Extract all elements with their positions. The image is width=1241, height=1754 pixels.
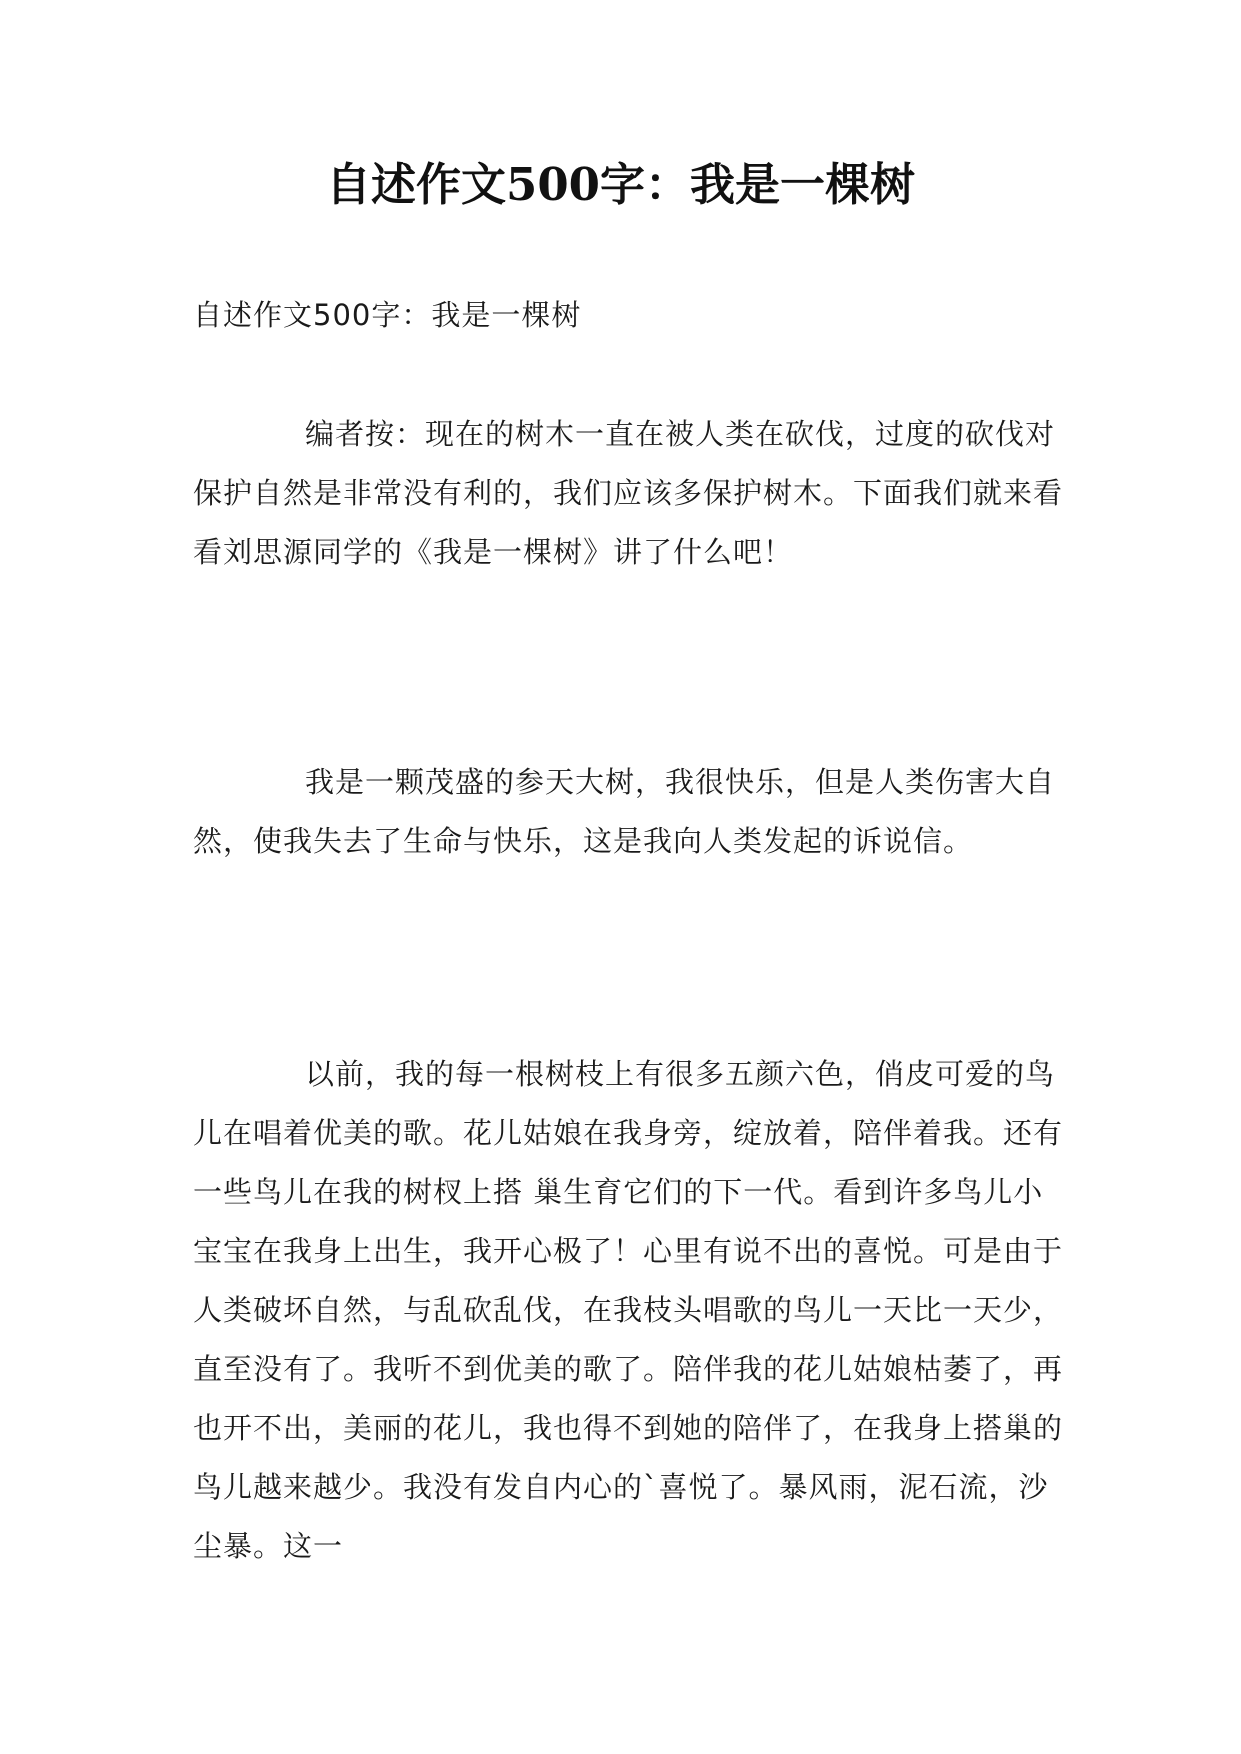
body-paragraph: 以前，我的每一根树枝上有很多五颜六色，俏皮可爱的鸟儿在唱着优美的歌。花儿姑娘在我身旁，绽放着，陪伴着我。还有一些鸟儿在我的树杈上搭 巢生育它们的下一代。看到许多鸟儿小宝宝在我身上出生，我开心极了！心里有说不出的喜悦。可是由于人类破坏自然，与乱砍乱伐，在我枝头唱歌的鸟儿一天比一天少，直至没有了。我听不到优美的歌了。陪伴我的花儿姑娘枯萎了，再也开不出，美丽的花儿，我也得不到她的陪伴了，在我身上搭巢的鸟儿越来越少。我没有发自内心的`喜悦了。暴风雨，泥石流，沙尘暴。这一 bbox=[193, 1057, 1064, 1563]
editor-note-paragraph: 编者按：现在的树木一直在被人类在砍伐，过度的砍伐对保护自然是非常没有利的，我们应该多保护树木。下面我们就来看看刘思源同学的《我是一棵树》讲了什么吧！ bbox=[193, 417, 1064, 569]
document-subtitle: 自述作文500字：我是一棵树 bbox=[193, 298, 582, 332]
intro-paragraph: 我是一颗茂盛的参天大树，我很快乐，但是人类伤害大自然，使我失去了生命与快乐，这是我向人类发起的诉说信。 bbox=[193, 765, 1056, 858]
document-title: 自述作文500字：我是一棵树 bbox=[326, 158, 915, 211]
